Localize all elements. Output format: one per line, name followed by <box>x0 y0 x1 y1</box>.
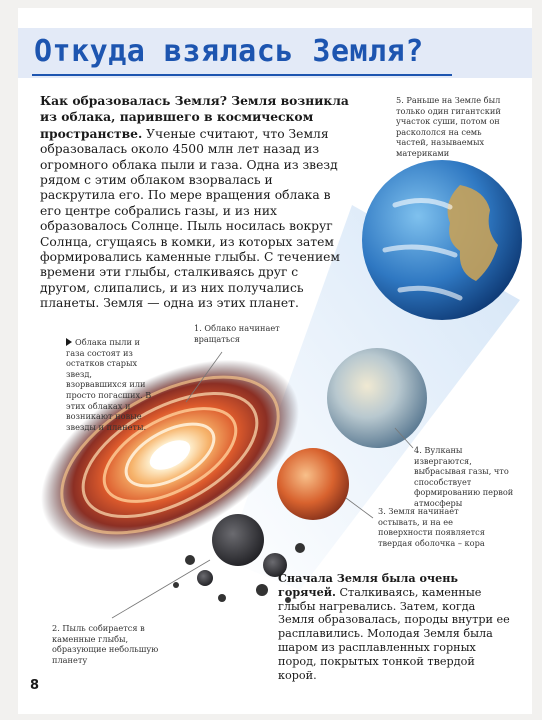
modern-earth <box>362 160 522 320</box>
caption-step4: 4. Вулканы извергаются, выбрасывая газы, что способствует формированию первой атмосферы <box>414 445 514 508</box>
caption-step1: 1. Облако начинает вращаться <box>194 323 280 344</box>
cooling-earth <box>327 348 427 448</box>
intro-paragraph <box>40 93 350 312</box>
page-number: 8 <box>30 678 40 693</box>
bottom-paragraph <box>278 572 510 682</box>
triangle-pointer-icon <box>66 338 72 346</box>
bottom-lead: Сначала Земля была очень горячей. <box>278 571 459 599</box>
caption-step2: 2. Пыль собирается в каменные глыбы, образующие небольшую планету <box>52 623 159 665</box>
side-note <box>66 337 154 432</box>
page-title: Откуда взялась Земля? <box>34 34 424 69</box>
caption-step3: 3. Земля начинает остывать, и на ее поверхности появляется твердая оболочка – кора <box>378 506 485 548</box>
intro-lead: Как образовалась Земля? Земля возникла из облака, парившего в космическом пространстве. <box>40 93 349 141</box>
caption-step5: 5. Раньше на Земле был только один гигантский участок суши, потом он раскололся на семь частей, называемых материками <box>396 95 501 158</box>
side-note-text: Облака пыли и газа состоят из остатков старых звезд, взорвавшихся или просто погасших. В этих облаках и возникают новые звезды и планеты. <box>66 337 152 432</box>
hot-young-earth <box>277 448 349 520</box>
intro-body: Ученые считают, что Земля образовалась около 4500 млн лет назад из огромного облака пыли и газа. Одна из звезд рядом с этим облаком взорвалась и раскрутила его. По мере вращения облака в его центре собрались газы, и из них образовалось Солнце. Пыль носилась вокруг Солнца, сгущаясь в комки, из которых затем формировались каменные глыбы. С течением времени эти глыбы, сталкиваясь друг с другом, слипались, и из них получались планеты. Земля — одна из этих планет. <box>40 126 341 311</box>
bottom-body: Сталкиваясь, каменные глыбы нагревались. Затем, когда Земля образовалась, породы внутри ее расплавились. Молодая Земля была шаром из расплавленных горных пород, покрытых тонкой твердой корой. <box>278 585 510 682</box>
